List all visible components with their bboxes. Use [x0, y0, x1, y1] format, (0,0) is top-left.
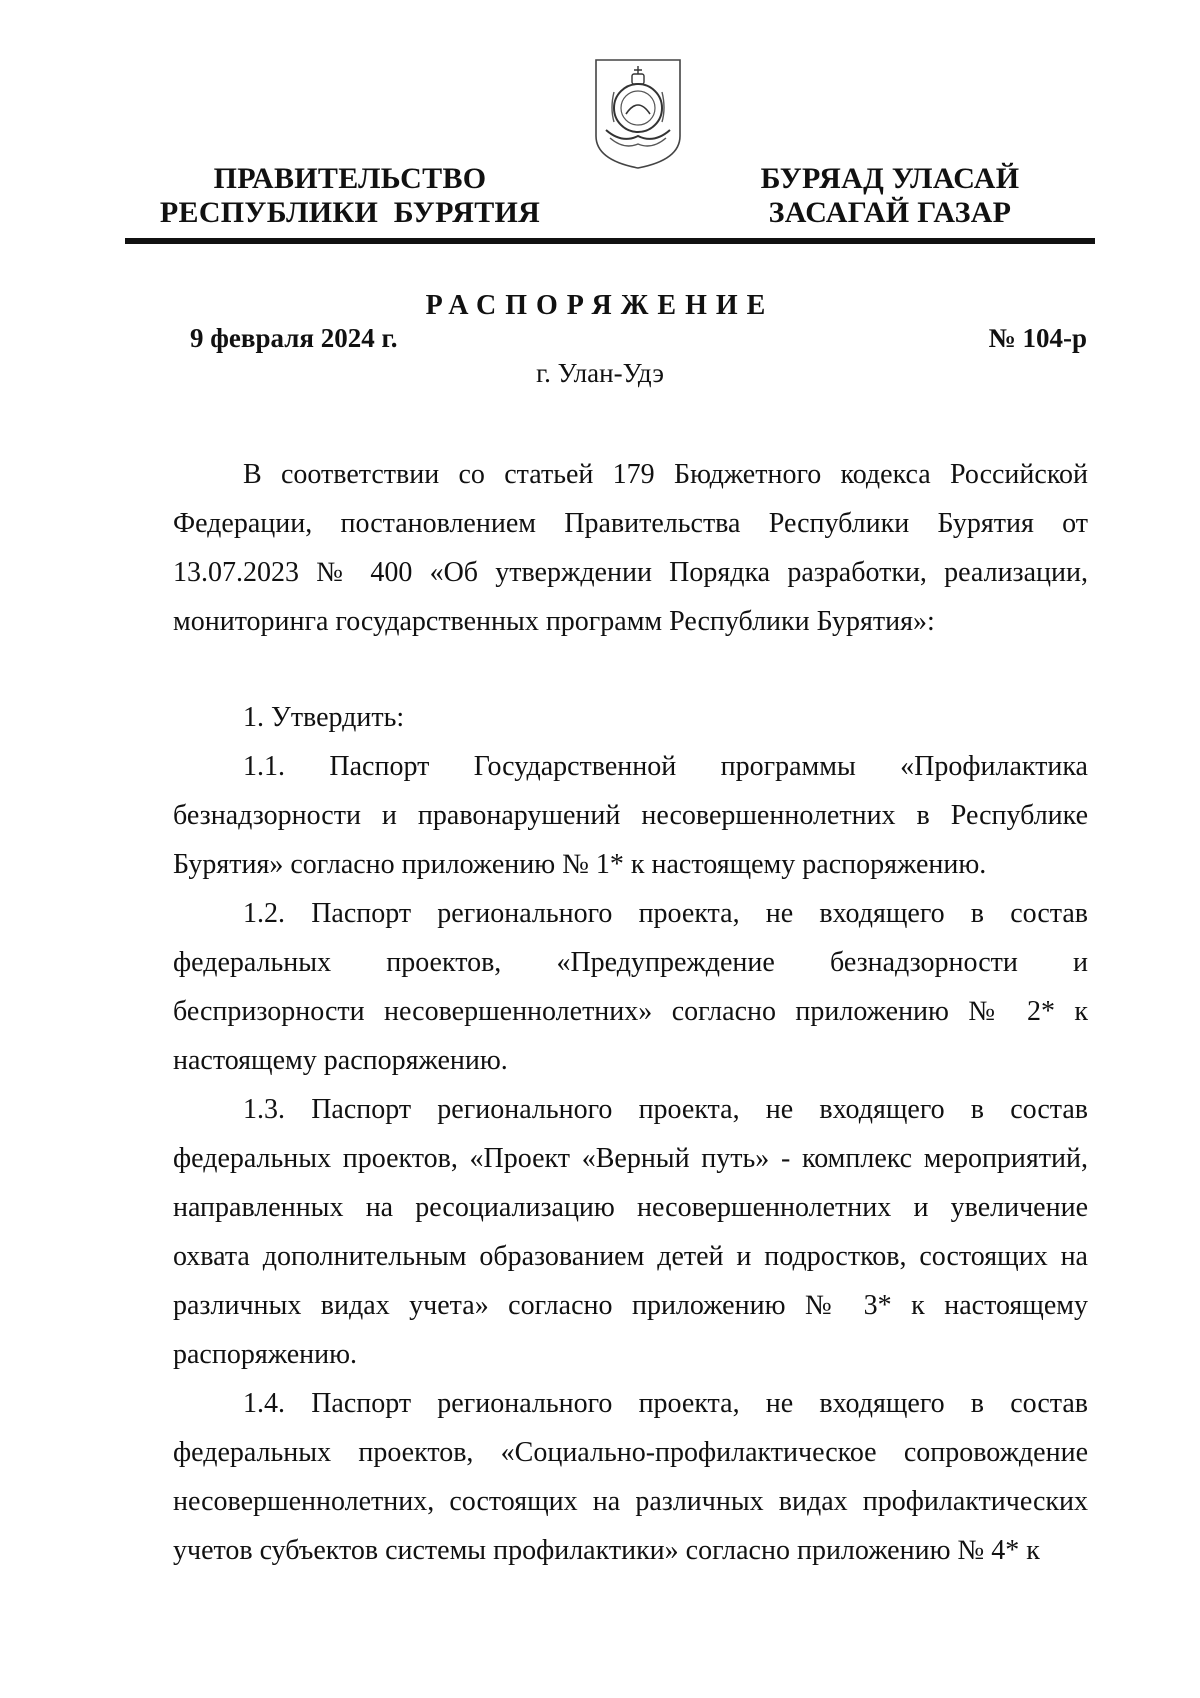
government-name-buryat-line1: БУРЯАД УЛАСАЙ [760, 162, 1020, 195]
document-date: 9 февраля 2024 г. [190, 323, 398, 353]
list-item: 1.2. Паспорт регионального проекта, не входящего в состав федеральных проектов, «Предупреждение безнадзорности и беспризорности несовершеннолетних» согласно приложению № 2* к настоящему распоряжению. [173, 898, 1088, 1076]
list-item: 1.1. Паспорт Государственной программы «Профилактика безнадзорности и правонарушений несовершеннолетних в Республике Бурятия» согласно приложению № 1* к настоящему распоряжению. [173, 751, 1088, 880]
list-item: 1. Утвердить: [243, 702, 405, 733]
document-city: г. Улан-Удэ [536, 358, 664, 388]
header-divider [125, 238, 1095, 244]
government-name-russian [150, 162, 550, 230]
government-name-russian-line2: РЕСПУБЛИКИ БУРЯТИЯ [159, 196, 541, 229]
document-title: РАСПОРЯЖЕНИЕ [425, 290, 775, 321]
document-body [173, 450, 1088, 1575]
list-item: 1.3. Паспорт регионального проекта, не входящего в состав федеральных проектов, «Проект «Верный путь» - комплекс мероприятий, направленных на ресоциализацию несовершеннолетних и увеличение охвата дополнительным образованием детей и подростков, состоящих на различных видах учета» согласно приложению № 3* к настоящему распоряжению. [173, 1094, 1088, 1370]
government-name-buryat-line2: ЗАСАГАЙ ГАЗАР [768, 196, 1012, 229]
government-name-buryat [740, 162, 1040, 230]
government-name-russian-line1: ПРАВИТЕЛЬСТВО [213, 162, 487, 195]
coat-of-arms-icon [592, 56, 684, 172]
preamble-paragraph: В соответствии со статьей 179 Бюджетного кодекса Российской Федерации, постановлением Правительства Республики Бурятия от 13.07.2023 № 400 «Об утверждении Порядка разработки, реализации, мониторинга государственных программ Республики Бурятия»: [173, 459, 1088, 637]
document-number: № 104-р [988, 323, 1087, 353]
list-item: 1.4. Паспорт регионального проекта, не входящего в состав федеральных проектов, «Социально-профилактическое сопровождение несовершеннолетних, состоящих на различных видах профилактических учетов субъектов системы профилактики» согласно приложению № 4* к [173, 1388, 1088, 1566]
